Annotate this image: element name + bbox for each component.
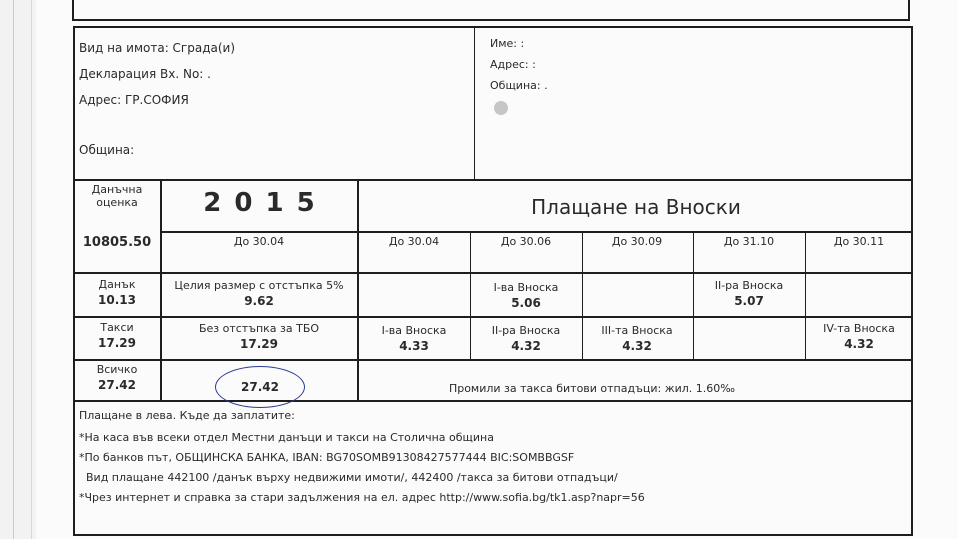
tax-inst1-label: I-ва Вноска (493, 281, 559, 294)
deadline-3: До 30.09 (611, 235, 663, 248)
payment-option-cash: *На каса във всеки отдел Местни данъци и такси на Столична община (79, 431, 494, 444)
fee-inst3-label: III-та Вноска (601, 324, 673, 337)
border-line (72, 19, 910, 21)
total-full-value: 27.42 (241, 380, 279, 394)
fee-label: Такси (100, 321, 134, 334)
border-line (161, 231, 357, 233)
border-line (73, 26, 75, 536)
fee-inst1-value: 4.33 (399, 339, 429, 353)
payment-type-codes: Вид плащане 442100 /данък върху недвижими имоти/, 442400 /такса за битови отпадъци/ (86, 471, 618, 484)
scan-left-margin (0, 0, 36, 539)
border-line (73, 359, 913, 361)
owner-municipality: Община: . (490, 79, 548, 92)
border-line (73, 400, 913, 402)
fee-inst4-value: 4.32 (844, 337, 874, 351)
owner-address: Адрес: : (490, 58, 536, 71)
border-line (908, 0, 910, 20)
deadline-1: До 30.04 (388, 235, 440, 248)
assessment-label: Данъчна оценка (91, 183, 143, 209)
margin-line (31, 0, 32, 539)
border-line (911, 26, 913, 536)
tax-year: 2 0 1 5 (203, 188, 317, 218)
border-line (72, 0, 74, 20)
border-line (73, 534, 913, 536)
deadline-full: До 30.04 (233, 235, 285, 248)
fee-inst2-value: 4.32 (511, 339, 541, 353)
declaration-number: Декларация Вх. No: . (79, 67, 211, 81)
border-line (805, 232, 806, 360)
total-label: Всичко (96, 363, 138, 376)
property-municipality: Община: (79, 143, 135, 157)
payment-instructions-title: Плащане в лева. Къде да заплатите: (79, 409, 295, 422)
border-line (357, 180, 359, 401)
margin-line (13, 0, 14, 539)
border-line (73, 26, 913, 28)
deadline-2: До 30.06 (500, 235, 552, 248)
scan-dot (494, 101, 508, 115)
border-line (470, 232, 471, 360)
installments-title: Плащане на Вноски (531, 195, 741, 219)
border-line (73, 179, 913, 181)
deadline-5: До 30.11 (833, 235, 885, 248)
border-line (357, 231, 913, 233)
border-line (693, 232, 694, 360)
tax-inst2-label: II-ра Вноска (714, 279, 784, 292)
fee-inst2-label: II-ра Вноска (491, 324, 561, 337)
assessment-value: 10805.50 (82, 235, 152, 250)
waste-fee-rate: Промили за такса битови отпадъци: жил. 1.60‰ (448, 382, 736, 395)
border-line (160, 180, 162, 401)
payment-option-bank: *По банков път, ОБЩИНСКА БАНКА, IBAN: BG70SOMB91308427577444 BIC:SOMBBGSF (79, 451, 575, 464)
fee-value: 17.29 (98, 336, 136, 350)
border-line (73, 316, 913, 318)
property-type: Вид на имота: Сграда(и) (79, 41, 236, 55)
deadline-4: До 31.10 (723, 235, 775, 248)
owner-name: Име: : (490, 37, 525, 50)
tax-full-label: Целия размер с отстъпка 5% (174, 279, 344, 292)
border-line (582, 232, 583, 360)
border-line (474, 28, 475, 180)
property-address: Адрес: ГР.СОФИЯ (79, 93, 189, 107)
tax-value: 10.13 (98, 293, 136, 307)
tax-full-value: 9.62 (244, 294, 274, 308)
fee-full-value: 17.29 (240, 337, 278, 351)
total-value: 27.42 (98, 378, 136, 392)
border-line (73, 272, 913, 274)
tax-inst2-value: 5.07 (734, 294, 764, 308)
fee-full-label: Без отстъпка за ТБО (198, 322, 320, 335)
payment-option-online: *Чрез интернет и справка за стари задължения на ел. адрес http://www.sofia.bg/tk1.asp?napr=56 (79, 491, 645, 504)
fee-inst1-label: I-ва Вноска (381, 324, 447, 337)
tax-inst1-value: 5.06 (511, 296, 541, 310)
fee-inst3-value: 4.32 (622, 339, 652, 353)
fee-inst4-label: IV-та Вноска (823, 322, 895, 335)
tax-label: Данък (98, 278, 136, 291)
